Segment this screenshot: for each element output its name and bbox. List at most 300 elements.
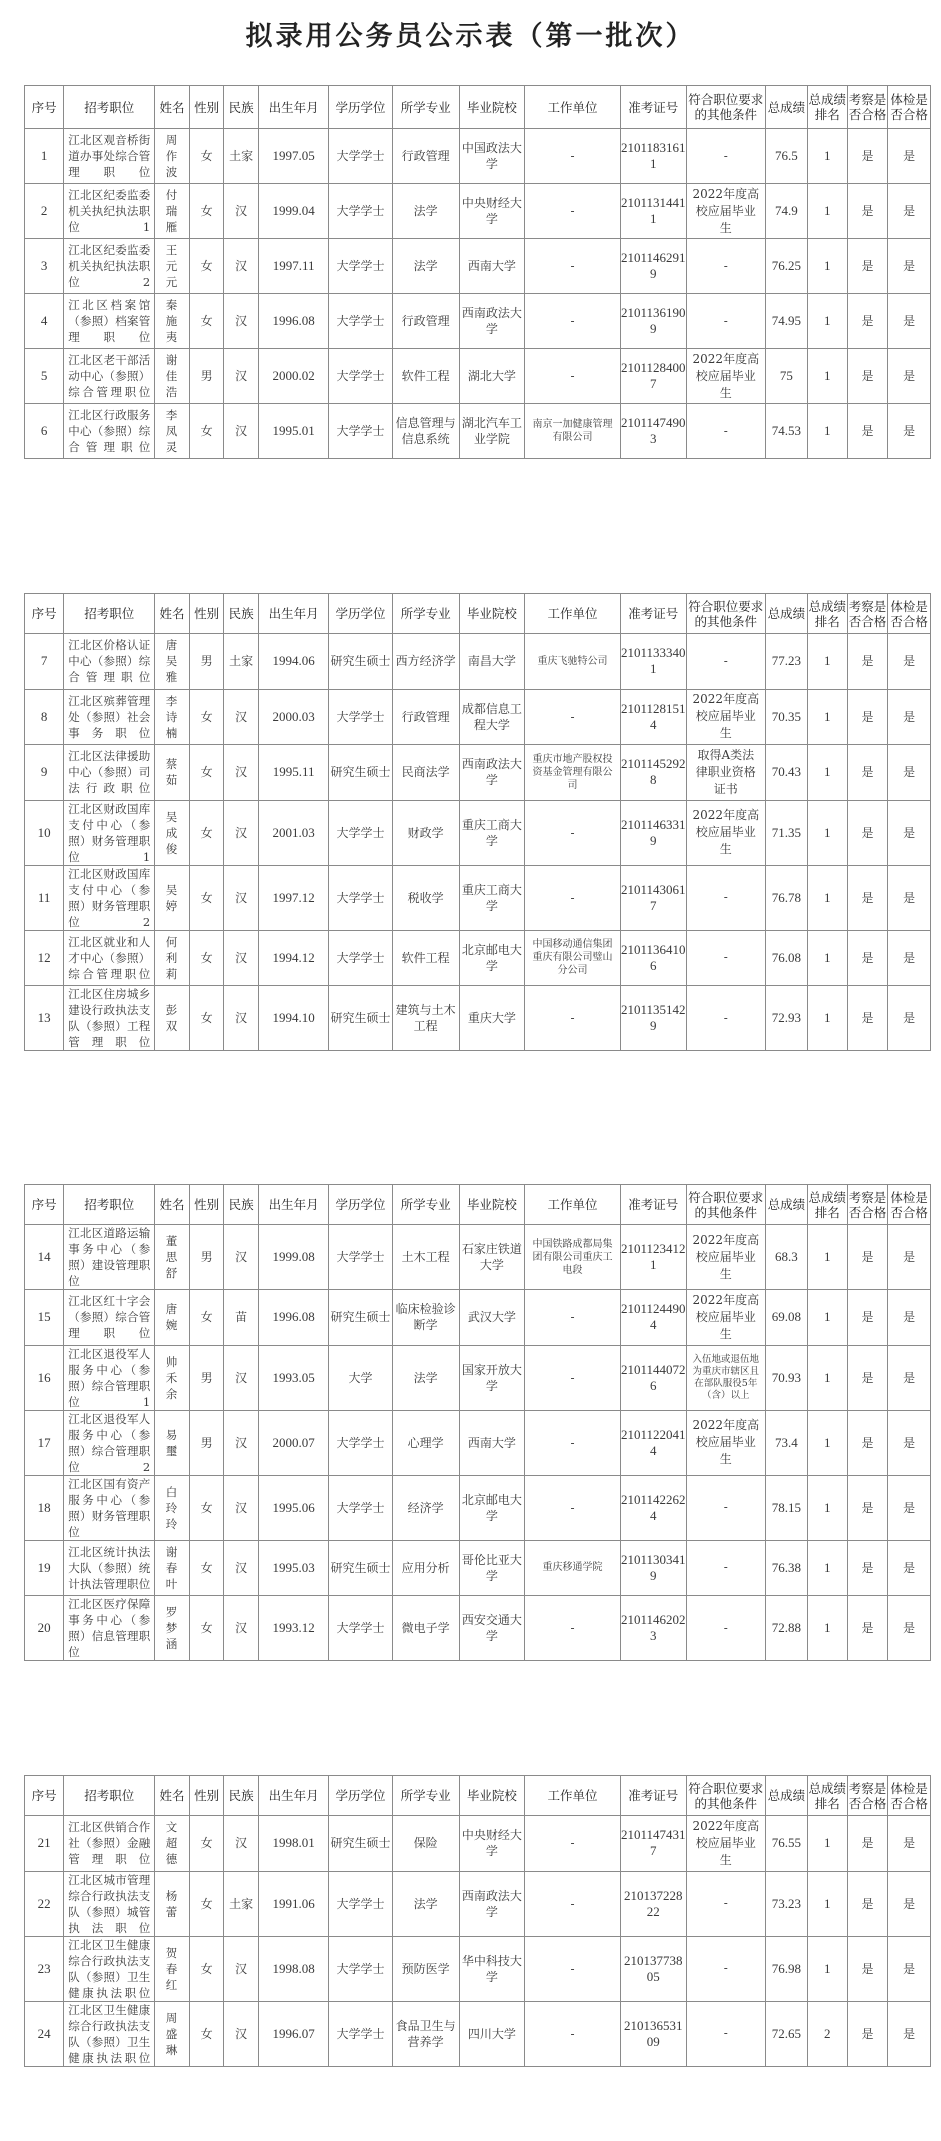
cell-ticket: 21011474317 <box>620 1816 686 1872</box>
cell-education: 研究生硕士 <box>329 1816 392 1872</box>
cell-inspection: 是 <box>847 184 887 239</box>
cell-conditions: - <box>686 404 766 459</box>
cell-rank: 1 <box>807 1936 847 2001</box>
table-row <box>25 404 931 459</box>
cell-name: 王元元 <box>155 239 190 294</box>
header-school: 毕业院校 <box>459 594 525 634</box>
cell-conditions: - <box>686 986 766 1051</box>
header-major: 所学专业 <box>392 1185 459 1225</box>
header-medical: 体检是否合格 <box>888 1776 931 1816</box>
cell-education: 大学学士 <box>329 184 392 239</box>
cell-major: 预防医学 <box>392 1936 459 2001</box>
cell-name: 文超德 <box>155 1816 190 1872</box>
table-header-row <box>25 594 931 634</box>
cell-no: 4 <box>25 294 64 349</box>
table-row <box>25 294 931 349</box>
cell-no: 19 <box>25 1540 64 1596</box>
cell-medical: 是 <box>888 2001 931 2066</box>
cell-name: 唐婉 <box>155 1290 190 1346</box>
header-school: 毕业院校 <box>459 86 525 129</box>
cell-workplace: - <box>525 239 621 294</box>
cell-major: 法学 <box>392 184 459 239</box>
header-conditions: 符合职位要求的其他条件 <box>686 1185 766 1225</box>
cell-name: 李诗楠 <box>155 689 190 745</box>
cell-workplace: 南京一加健康管理有限公司 <box>525 404 621 459</box>
cell-major: 行政管理 <box>392 689 459 745</box>
cell-rank: 1 <box>807 634 847 690</box>
header-conditions: 符合职位要求的其他条件 <box>686 594 766 634</box>
cell-conditions: 2022年度高校应届毕业生 <box>686 689 766 745</box>
cell-no: 16 <box>25 1345 64 1410</box>
cell-rank: 1 <box>807 745 847 801</box>
table-header-row <box>25 1776 931 1816</box>
cell-workplace: - <box>525 129 621 184</box>
cell-conditions: - <box>686 1871 766 1936</box>
cell-ticket: 21011333401 <box>620 634 686 690</box>
cell-workplace: - <box>525 1290 621 1346</box>
table-row <box>25 986 931 1051</box>
cell-no: 24 <box>25 2001 64 2066</box>
cell-medical: 是 <box>888 745 931 801</box>
cell-medical: 是 <box>888 689 931 745</box>
header-no: 序号 <box>25 86 64 129</box>
cell-inspection: 是 <box>847 239 887 294</box>
cell-workplace: 重庆移通学院 <box>525 1540 621 1596</box>
cell-ticket: 21011351429 <box>620 986 686 1051</box>
cell-ticket: 21011244904 <box>620 1290 686 1346</box>
header-ticket: 准考证号 <box>620 86 686 129</box>
cell-major: 软件工程 <box>392 930 459 986</box>
cell-major: 保险 <box>392 1816 459 1872</box>
header-education: 学历学位 <box>329 1776 392 1816</box>
cell-ticket: 21011234121 <box>620 1225 686 1290</box>
cell-ticket: 21011440726 <box>620 1345 686 1410</box>
cell-gender: 女 <box>189 404 224 459</box>
cell-conditions: - <box>686 1936 766 2001</box>
header-major: 所学专业 <box>392 86 459 129</box>
cell-name: 贺春红 <box>155 1936 190 2001</box>
header-post: 招考职位 <box>64 86 155 129</box>
header-birth: 出生年月 <box>258 1185 328 1225</box>
cell-workplace: 重庆飞驰特公司 <box>525 634 621 690</box>
table-row <box>25 1596 931 1661</box>
cell-post: 江北区财政国库支付中心（参照）财务管理职位2 <box>64 865 155 930</box>
cell-birth: 1999.04 <box>258 184 328 239</box>
cell-score: 70.93 <box>766 1345 807 1410</box>
cell-rank: 1 <box>807 1290 847 1346</box>
cell-medical: 是 <box>888 634 931 690</box>
header-gender: 性别 <box>189 594 224 634</box>
cell-birth: 1997.11 <box>258 239 328 294</box>
cell-ethnicity: 汉 <box>224 930 259 986</box>
cell-gender: 男 <box>189 634 224 690</box>
cell-workplace: - <box>525 1816 621 1872</box>
cell-birth: 1997.05 <box>258 129 328 184</box>
cell-post: 江北区卫生健康综合行政执法支队（参照）卫生健康执法职位 <box>64 2001 155 2066</box>
cell-score: 70.35 <box>766 689 807 745</box>
table-header-row <box>25 86 931 129</box>
cell-school: 西南大学 <box>459 239 525 294</box>
cell-ethnicity: 汉 <box>224 2001 259 2066</box>
cell-ticket: 21011462919 <box>620 239 686 294</box>
cell-workplace: - <box>525 689 621 745</box>
header-birth: 出生年月 <box>258 594 328 634</box>
table-row <box>25 930 931 986</box>
cell-post: 江北区档案馆（参照）档案管理职位 <box>64 294 155 349</box>
cell-conditions: 2022年度高校应届毕业生 <box>686 1290 766 1346</box>
cell-workplace: - <box>525 349 621 404</box>
cell-gender: 女 <box>189 1816 224 1872</box>
header-education: 学历学位 <box>329 86 392 129</box>
cell-birth: 1994.06 <box>258 634 328 690</box>
cell-education: 大学学士 <box>329 1936 392 2001</box>
cell-no: 6 <box>25 404 64 459</box>
cell-score: 72.93 <box>766 986 807 1051</box>
cell-rank: 1 <box>807 404 847 459</box>
header-ethnicity: 民族 <box>224 594 259 634</box>
cell-ethnicity: 汉 <box>224 1596 259 1661</box>
cell-education: 大学 <box>329 1345 392 1410</box>
cell-conditions: - <box>686 1475 766 1540</box>
cell-medical: 是 <box>888 1225 931 1290</box>
cell-school: 南昌大学 <box>459 634 525 690</box>
cell-workplace: 中国移动通信集团重庆有限公司璧山分公司 <box>525 930 621 986</box>
cell-ethnicity: 汉 <box>224 986 259 1051</box>
cell-major: 税收学 <box>392 865 459 930</box>
cell-no: 9 <box>25 745 64 801</box>
cell-ticket: 21013722822 <box>620 1871 686 1936</box>
cell-inspection: 是 <box>847 1475 887 1540</box>
cell-education: 大学学士 <box>329 2001 392 2066</box>
cell-no: 7 <box>25 634 64 690</box>
cell-score: 76.78 <box>766 865 807 930</box>
table-row <box>25 1225 931 1290</box>
cell-name: 何利莉 <box>155 930 190 986</box>
header-score: 总成绩 <box>766 86 807 129</box>
cell-rank: 2 <box>807 2001 847 2066</box>
cell-no: 14 <box>25 1225 64 1290</box>
header-score: 总成绩 <box>766 594 807 634</box>
cell-birth: 1996.08 <box>258 294 328 349</box>
cell-birth: 2000.07 <box>258 1410 328 1475</box>
cell-major: 微电子学 <box>392 1596 459 1661</box>
cell-medical: 是 <box>888 1345 931 1410</box>
header-ethnicity: 民族 <box>224 1185 259 1225</box>
cell-gender: 女 <box>189 689 224 745</box>
cell-gender: 女 <box>189 745 224 801</box>
cell-no: 22 <box>25 1871 64 1936</box>
cell-name: 易璽 <box>155 1410 190 1475</box>
cell-medical: 是 <box>888 1475 931 1540</box>
cell-medical: 是 <box>888 184 931 239</box>
cell-rank: 1 <box>807 349 847 404</box>
roster-table-4 <box>24 1775 931 2067</box>
cell-ticket: 21013773805 <box>620 1936 686 2001</box>
cell-ticket: 21011220414 <box>620 1410 686 1475</box>
cell-major: 土木工程 <box>392 1225 459 1290</box>
cell-education: 研究生硕士 <box>329 1540 392 1596</box>
cell-ethnicity: 汉 <box>224 865 259 930</box>
cell-birth: 1995.03 <box>258 1540 328 1596</box>
cell-education: 大学学士 <box>329 404 392 459</box>
table-row <box>25 1410 931 1475</box>
cell-post: 江北区卫生健康综合行政执法支队（参照）卫生健康执法职位 <box>64 1936 155 2001</box>
cell-score: 74.53 <box>766 404 807 459</box>
header-workplace: 工作单位 <box>525 1185 621 1225</box>
header-conditions: 符合职位要求的其他条件 <box>686 86 766 129</box>
cell-medical: 是 <box>888 294 931 349</box>
cell-conditions: 入伍地或退伍地为重庆市辖区且在部队服役5年（含）以上 <box>686 1345 766 1410</box>
cell-education: 研究生硕士 <box>329 745 392 801</box>
cell-major: 财政学 <box>392 800 459 865</box>
roster-table-1 <box>24 85 931 459</box>
table-row <box>25 1290 931 1346</box>
cell-ethnicity: 汉 <box>224 1475 259 1540</box>
cell-ethnicity: 汉 <box>224 689 259 745</box>
cell-school: 西安交通大学 <box>459 1596 525 1661</box>
cell-score: 74.9 <box>766 184 807 239</box>
header-school: 毕业院校 <box>459 1185 525 1225</box>
cell-post: 江北区观音桥街道办事处综合管理职位 <box>64 129 155 184</box>
table-row <box>25 2001 931 2066</box>
cell-gender: 女 <box>189 986 224 1051</box>
cell-school: 武汉大学 <box>459 1290 525 1346</box>
cell-ethnicity: 汉 <box>224 800 259 865</box>
cell-ticket: 21011474903 <box>620 404 686 459</box>
cell-gender: 男 <box>189 349 224 404</box>
cell-birth: 1998.08 <box>258 1936 328 2001</box>
cell-rank: 1 <box>807 1540 847 1596</box>
cell-major: 行政管理 <box>392 129 459 184</box>
cell-school: 重庆大学 <box>459 986 525 1051</box>
cell-inspection: 是 <box>847 1596 887 1661</box>
cell-workplace: - <box>525 184 621 239</box>
header-name: 姓名 <box>155 594 190 634</box>
cell-inspection: 是 <box>847 1871 887 1936</box>
cell-education: 大学学士 <box>329 1410 392 1475</box>
header-score: 总成绩 <box>766 1185 807 1225</box>
cell-education: 大学学士 <box>329 1596 392 1661</box>
header-ticket: 准考证号 <box>620 594 686 634</box>
table-row <box>25 129 931 184</box>
cell-gender: 女 <box>189 930 224 986</box>
cell-medical: 是 <box>888 986 931 1051</box>
cell-post: 江北区殡葬管理处（参照）社会事务职位 <box>64 689 155 745</box>
cell-conditions: - <box>686 865 766 930</box>
cell-no: 23 <box>25 1936 64 2001</box>
cell-medical: 是 <box>888 349 931 404</box>
cell-inspection: 是 <box>847 634 887 690</box>
cell-post: 江北区国有资产服务中心（参照）财务管理职位 <box>64 1475 155 1540</box>
header-ticket: 准考证号 <box>620 1776 686 1816</box>
cell-name: 付瑞雁 <box>155 184 190 239</box>
cell-conditions: 2022年度高校应届毕业生 <box>686 1816 766 1872</box>
cell-score: 75 <box>766 349 807 404</box>
cell-gender: 女 <box>189 1936 224 2001</box>
cell-education: 大学学士 <box>329 689 392 745</box>
cell-conditions: - <box>686 1540 766 1596</box>
cell-score: 70.43 <box>766 745 807 801</box>
cell-school: 西南政法大学 <box>459 1871 525 1936</box>
cell-ethnicity: 汉 <box>224 239 259 294</box>
cell-gender: 女 <box>189 1871 224 1936</box>
cell-birth: 2001.03 <box>258 800 328 865</box>
cell-gender: 女 <box>189 1290 224 1346</box>
cell-school: 北京邮电大学 <box>459 930 525 986</box>
cell-post: 江北区行政服务中心（参照）综合管理职位 <box>64 404 155 459</box>
cell-post: 江北区退役军人服务中心（参照）综合管理职位1 <box>64 1345 155 1410</box>
cell-ticket: 21011281514 <box>620 689 686 745</box>
cell-gender: 女 <box>189 239 224 294</box>
table-row <box>25 800 931 865</box>
cell-score: 76.38 <box>766 1540 807 1596</box>
cell-ticket: 21011430617 <box>620 865 686 930</box>
cell-workplace: 重庆市地产股权投资基金管理有限公司 <box>525 745 621 801</box>
header-birth: 出生年月 <box>258 1776 328 1816</box>
cell-workplace: - <box>525 865 621 930</box>
cell-post: 江北区法律援助中心（参照）司法行政职位 <box>64 745 155 801</box>
cell-medical: 是 <box>888 1410 931 1475</box>
cell-name: 唐吴雅 <box>155 634 190 690</box>
cell-gender: 女 <box>189 2001 224 2066</box>
cell-conditions: 2022年度高校应届毕业生 <box>686 184 766 239</box>
cell-school: 国家开放大学 <box>459 1345 525 1410</box>
cell-education: 大学学士 <box>329 349 392 404</box>
header-ticket: 准考证号 <box>620 1185 686 1225</box>
cell-major: 信息管理与信息系统 <box>392 404 459 459</box>
cell-name: 杨蕾 <box>155 1871 190 1936</box>
cell-rank: 1 <box>807 129 847 184</box>
cell-inspection: 是 <box>847 930 887 986</box>
cell-name: 董思舒 <box>155 1225 190 1290</box>
cell-no: 10 <box>25 800 64 865</box>
cell-education: 大学学士 <box>329 930 392 986</box>
header-school: 毕业院校 <box>459 1776 525 1816</box>
header-workplace: 工作单位 <box>525 86 621 129</box>
cell-conditions: 2022年度高校应届毕业生 <box>686 1410 766 1475</box>
cell-birth: 1998.01 <box>258 1816 328 1872</box>
cell-workplace: - <box>525 294 621 349</box>
cell-education: 大学学士 <box>329 1225 392 1290</box>
cell-conditions: - <box>686 930 766 986</box>
cell-score: 72.88 <box>766 1596 807 1661</box>
cell-post: 江北区纪委监委机关执纪执法职位1 <box>64 184 155 239</box>
cell-gender: 女 <box>189 184 224 239</box>
cell-gender: 女 <box>189 1596 224 1661</box>
cell-major: 心理学 <box>392 1410 459 1475</box>
cell-post: 江北区就业和人才中心（参照）综合管理职位 <box>64 930 155 986</box>
cell-score: 69.08 <box>766 1290 807 1346</box>
cell-birth: 1996.08 <box>258 1290 328 1346</box>
cell-workplace: - <box>525 986 621 1051</box>
cell-education: 研究生硕士 <box>329 634 392 690</box>
cell-gender: 女 <box>189 800 224 865</box>
cell-post: 江北区医疗保障事务中心（参照）信息管理职位 <box>64 1596 155 1661</box>
header-no: 序号 <box>25 1185 64 1225</box>
cell-score: 76.25 <box>766 239 807 294</box>
cell-post: 江北区统计执法大队（参照）统计执法管理职位 <box>64 1540 155 1596</box>
roster-table-2 <box>24 593 931 1051</box>
cell-ethnicity: 汉 <box>224 1410 259 1475</box>
cell-school: 湖北大学 <box>459 349 525 404</box>
header-rank: 总成绩排名 <box>807 86 847 129</box>
cell-gender: 女 <box>189 129 224 184</box>
cell-inspection: 是 <box>847 689 887 745</box>
cell-school: 北京邮电大学 <box>459 1475 525 1540</box>
cell-name: 谢春叶 <box>155 1540 190 1596</box>
cell-no: 20 <box>25 1596 64 1661</box>
cell-ticket: 21011303419 <box>620 1540 686 1596</box>
cell-inspection: 是 <box>847 349 887 404</box>
cell-medical: 是 <box>888 1290 931 1346</box>
cell-birth: 1991.06 <box>258 1871 328 1936</box>
cell-major: 法学 <box>392 1871 459 1936</box>
roster-table-3 <box>24 1184 931 1661</box>
cell-education: 研究生硕士 <box>329 1290 392 1346</box>
cell-name: 秦施夷 <box>155 294 190 349</box>
header-inspection: 考察是否合格 <box>847 1185 887 1225</box>
cell-score: 77.23 <box>766 634 807 690</box>
cell-post: 江北区红十字会（参照）综合管理职位 <box>64 1290 155 1346</box>
cell-conditions: - <box>686 294 766 349</box>
cell-name: 周作波 <box>155 129 190 184</box>
cell-no: 3 <box>25 239 64 294</box>
cell-conditions: 2022年度高校应届毕业生 <box>686 349 766 404</box>
table-row <box>25 184 931 239</box>
cell-name: 谢佳浩 <box>155 349 190 404</box>
cell-education: 大学学士 <box>329 800 392 865</box>
cell-school: 西南大学 <box>459 1410 525 1475</box>
cell-gender: 女 <box>189 1475 224 1540</box>
header-name: 姓名 <box>155 1776 190 1816</box>
cell-ethnicity: 汉 <box>224 294 259 349</box>
cell-conditions: 2022年度高校应届毕业生 <box>686 800 766 865</box>
cell-post: 江北区纪委监委机关执纪执法职位2 <box>64 239 155 294</box>
table-row <box>25 349 931 404</box>
cell-major: 法学 <box>392 239 459 294</box>
header-post: 招考职位 <box>64 1776 155 1816</box>
cell-score: 74.95 <box>766 294 807 349</box>
cell-workplace: - <box>525 1936 621 2001</box>
header-inspection: 考察是否合格 <box>847 1776 887 1816</box>
cell-inspection: 是 <box>847 745 887 801</box>
cell-rank: 1 <box>807 1816 847 1872</box>
cell-major: 法学 <box>392 1345 459 1410</box>
cell-ethnicity: 汉 <box>224 349 259 404</box>
cell-post: 江北区道路运输事务中心（参照）建设管理职位 <box>64 1225 155 1290</box>
cell-ethnicity: 土家 <box>224 1871 259 1936</box>
cell-medical: 是 <box>888 930 931 986</box>
cell-no: 8 <box>25 689 64 745</box>
cell-score: 76.98 <box>766 1936 807 2001</box>
cell-gender: 男 <box>189 1410 224 1475</box>
cell-birth: 1993.05 <box>258 1345 328 1410</box>
header-rank: 总成绩排名 <box>807 1776 847 1816</box>
cell-name: 帅禾余 <box>155 1345 190 1410</box>
cell-inspection: 是 <box>847 129 887 184</box>
cell-no: 12 <box>25 930 64 986</box>
cell-no: 2 <box>25 184 64 239</box>
cell-education: 大学学士 <box>329 294 392 349</box>
cell-rank: 1 <box>807 1345 847 1410</box>
cell-major: 临床检验诊断学 <box>392 1290 459 1346</box>
cell-school: 成都信息工程大学 <box>459 689 525 745</box>
header-gender: 性别 <box>189 1776 224 1816</box>
cell-school: 中国政法大学 <box>459 129 525 184</box>
cell-birth: 1996.07 <box>258 2001 328 2066</box>
cell-no: 1 <box>25 129 64 184</box>
cell-gender: 女 <box>189 865 224 930</box>
